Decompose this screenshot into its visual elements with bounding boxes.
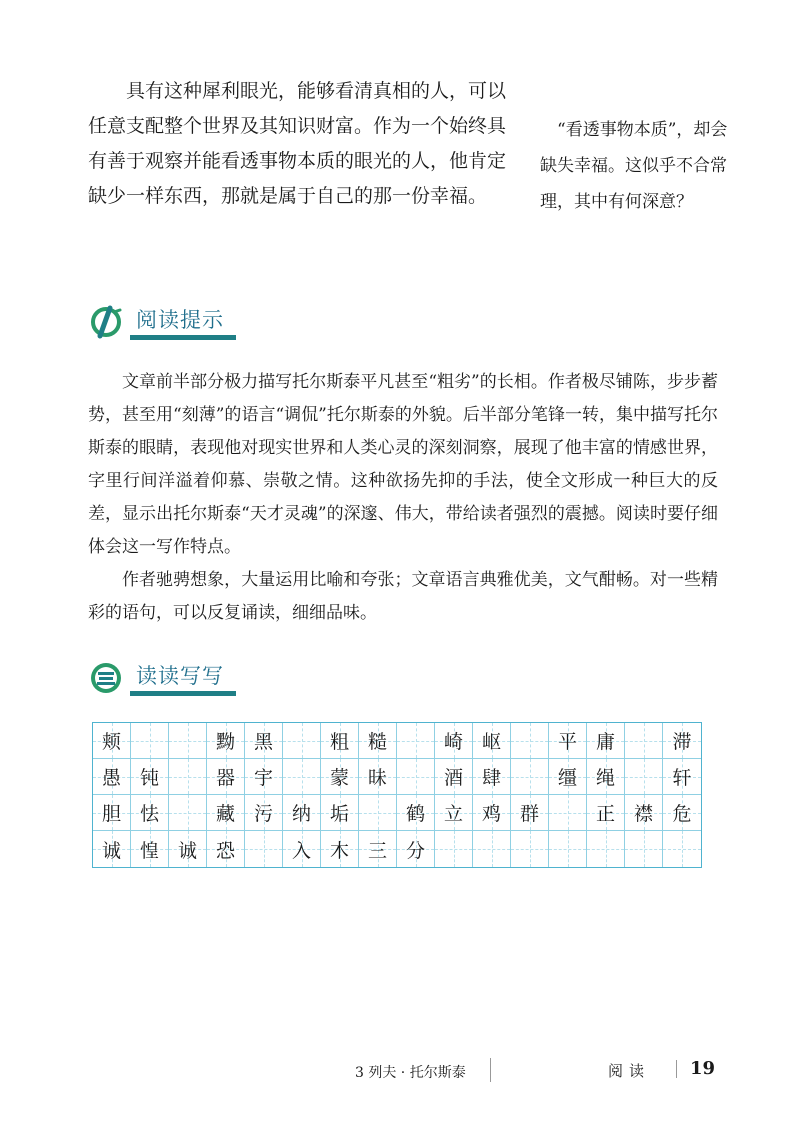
side-note [540, 112, 730, 220]
grid-cell [245, 723, 283, 759]
grid-cell [283, 795, 321, 831]
grid-character: 惶 [139, 839, 159, 862]
grid-character: 木 [329, 839, 349, 862]
grid-cell [663, 831, 701, 867]
grid-character: 入 [291, 839, 311, 862]
grid-character: 鸡 [481, 803, 501, 825]
grid-cell [511, 759, 549, 795]
grid-character: 黝 [215, 731, 235, 753]
grid-character: 绳 [595, 767, 615, 789]
grid-character: 肆 [481, 767, 501, 789]
grid-cell [511, 723, 549, 759]
grid-cell [93, 795, 131, 831]
grid-character: 崎 [443, 731, 463, 753]
grid-cell [549, 723, 587, 759]
grid-cell [131, 759, 169, 795]
grid-cell [207, 795, 245, 831]
grid-cell [207, 831, 245, 867]
grid-character: 轩 [672, 767, 692, 789]
read-write-heading [88, 660, 228, 696]
grid-cell [169, 759, 207, 795]
grid-cell [473, 795, 511, 831]
grid-cell [245, 831, 283, 867]
grid-cell [359, 723, 397, 759]
grid-cell [207, 759, 245, 795]
grid-cell [321, 831, 359, 867]
grid-character: 立 [443, 803, 463, 825]
grid-cell [321, 795, 359, 831]
grid-character: 愚 [101, 767, 121, 789]
grid-cell [207, 723, 245, 759]
grid-character: 平 [557, 731, 577, 753]
grid-cell [397, 759, 435, 795]
grid-cell [663, 795, 701, 831]
grid-cell [435, 795, 473, 831]
grid-character: 宇 [253, 767, 273, 789]
grid-cell [245, 795, 283, 831]
grid-cell [169, 831, 207, 867]
vocabulary-grid [92, 722, 702, 868]
grid-cell [131, 831, 169, 867]
grid-character: 分 [405, 839, 425, 862]
grid-character: 缰 [557, 767, 577, 789]
grid-cell [93, 759, 131, 795]
grid-cell [245, 759, 283, 795]
read-write-title: 读读写写 [136, 664, 224, 688]
grid-cell [359, 795, 397, 831]
grid-character: 三 [367, 839, 387, 862]
grid-character: 胆 [101, 803, 121, 825]
grid-cell [131, 795, 169, 831]
grid-cell [169, 795, 207, 831]
grid-cell [511, 795, 549, 831]
grid-cell [473, 831, 511, 867]
grid-character: 器 [215, 767, 235, 789]
grid-character: 诚 [177, 839, 197, 862]
side-note-text: “看透事物本质”，却会缺失幸福。这似乎不合常理，其中有何深意？ [540, 120, 728, 212]
grid-character: 庸 [595, 731, 615, 753]
footer-divider [676, 1060, 677, 1078]
grid-character: 颊 [101, 731, 121, 753]
grid-character: 酒 [443, 767, 463, 789]
grid-character: 蒙 [329, 767, 349, 789]
grid-cell [625, 759, 663, 795]
grid-cell [169, 723, 207, 759]
read-write-underline [130, 691, 236, 696]
grid-cell [663, 759, 701, 795]
grid-cell [625, 831, 663, 867]
grid-character: 诚 [101, 839, 121, 862]
reading-tips-title: 阅读提示 [136, 308, 224, 332]
reading-tips-body [88, 366, 718, 630]
reading-tips-heading [88, 304, 228, 340]
grid-cell [587, 723, 625, 759]
grid-character: 危 [672, 803, 692, 825]
grid-cell [435, 759, 473, 795]
grid-character: 鹤 [405, 803, 425, 825]
grid-cell [283, 759, 321, 795]
grid-cell [625, 795, 663, 831]
grid-cell [473, 723, 511, 759]
grid-cell [321, 759, 359, 795]
read-write-icon [88, 660, 124, 696]
grid-character: 污 [253, 803, 273, 825]
grid-character: 垢 [329, 803, 349, 825]
grid-cell [397, 831, 435, 867]
grid-cell [587, 759, 625, 795]
grid-character: 糙 [367, 731, 387, 753]
reading-tips-paragraph: 文章前半部分极力描写托尔斯泰平凡甚至“粗劣”的长相。作者极尽铺陈，步步蓄势，甚至用“刻薄”的语言“调侃”托尔斯泰的外貌。后半部分笔锋一转，集中描写托尔斯泰的眼睛，表现他对现实世界和人类心灵的深刻洞察，展现了他丰富的情感世界，字里行间洋溢着仰慕、崇敬之情。这种欲扬先抑的手法，使全文形成一种巨大的反差，显示出托尔斯泰“天才灵魂”的深邃、伟大，带给读者强烈的震撼。阅读时要仔细体会这一写作特点。 [88, 372, 718, 557]
grid-character: 怯 [139, 803, 159, 825]
page-footer [0, 1058, 800, 1088]
grid-cell [131, 723, 169, 759]
grid-cell [283, 723, 321, 759]
reading-tips-underline [130, 335, 236, 340]
grid-cell [549, 795, 587, 831]
grid-character: 恐 [215, 839, 235, 862]
footer-lesson: 3 列夫 · 托尔斯泰 [355, 1065, 466, 1081]
grid-cell [321, 723, 359, 759]
reading-tips-icon [88, 304, 124, 340]
grid-character: 纳 [291, 803, 311, 825]
grid-cell [549, 831, 587, 867]
grid-cell [663, 723, 701, 759]
grid-cell [435, 723, 473, 759]
grid-cell [283, 831, 321, 867]
grid-character: 襟 [633, 803, 653, 825]
grid-character: 正 [595, 803, 615, 825]
grid-cell [587, 831, 625, 867]
reading-tips-paragraph: 作者驰骋想象，大量运用比喻和夸张；文章语言典雅优美，文气酣畅。对一些精彩的语句，可以反复诵读，细细品味。 [88, 570, 718, 623]
grid-character: 昧 [367, 767, 387, 789]
grid-cell [511, 831, 549, 867]
grid-character: 藏 [215, 803, 235, 825]
grid-cell [473, 759, 511, 795]
grid-character: 群 [519, 803, 539, 825]
grid-cell [397, 795, 435, 831]
footer-section: 阅读 [608, 1062, 651, 1080]
grid-character: 钝 [139, 767, 159, 789]
grid-character: 岖 [481, 731, 501, 753]
grid-cell [549, 759, 587, 795]
main-text-column [88, 74, 508, 214]
grid-character: 滞 [672, 731, 692, 753]
grid-character: 黑 [253, 731, 273, 753]
grid-cell [625, 723, 663, 759]
grid-cell [587, 795, 625, 831]
page-number: 19 [690, 1058, 716, 1079]
grid-cell [435, 831, 473, 867]
grid-cell [359, 831, 397, 867]
grid-cell [359, 759, 397, 795]
grid-character: 粗 [329, 731, 349, 753]
grid-cell [93, 831, 131, 867]
footer-divider [490, 1058, 491, 1082]
grid-cell [397, 723, 435, 759]
grid-cell [93, 723, 131, 759]
main-paragraph: 具有这种犀利眼光，能够看清真相的人，可以任意支配整个世界及其知识财富。作为一个始终具有善于观察并能看透事物本质的眼光的人，他肯定缺少一样东西，那就是属于自己的那一份幸福。 [88, 80, 507, 207]
